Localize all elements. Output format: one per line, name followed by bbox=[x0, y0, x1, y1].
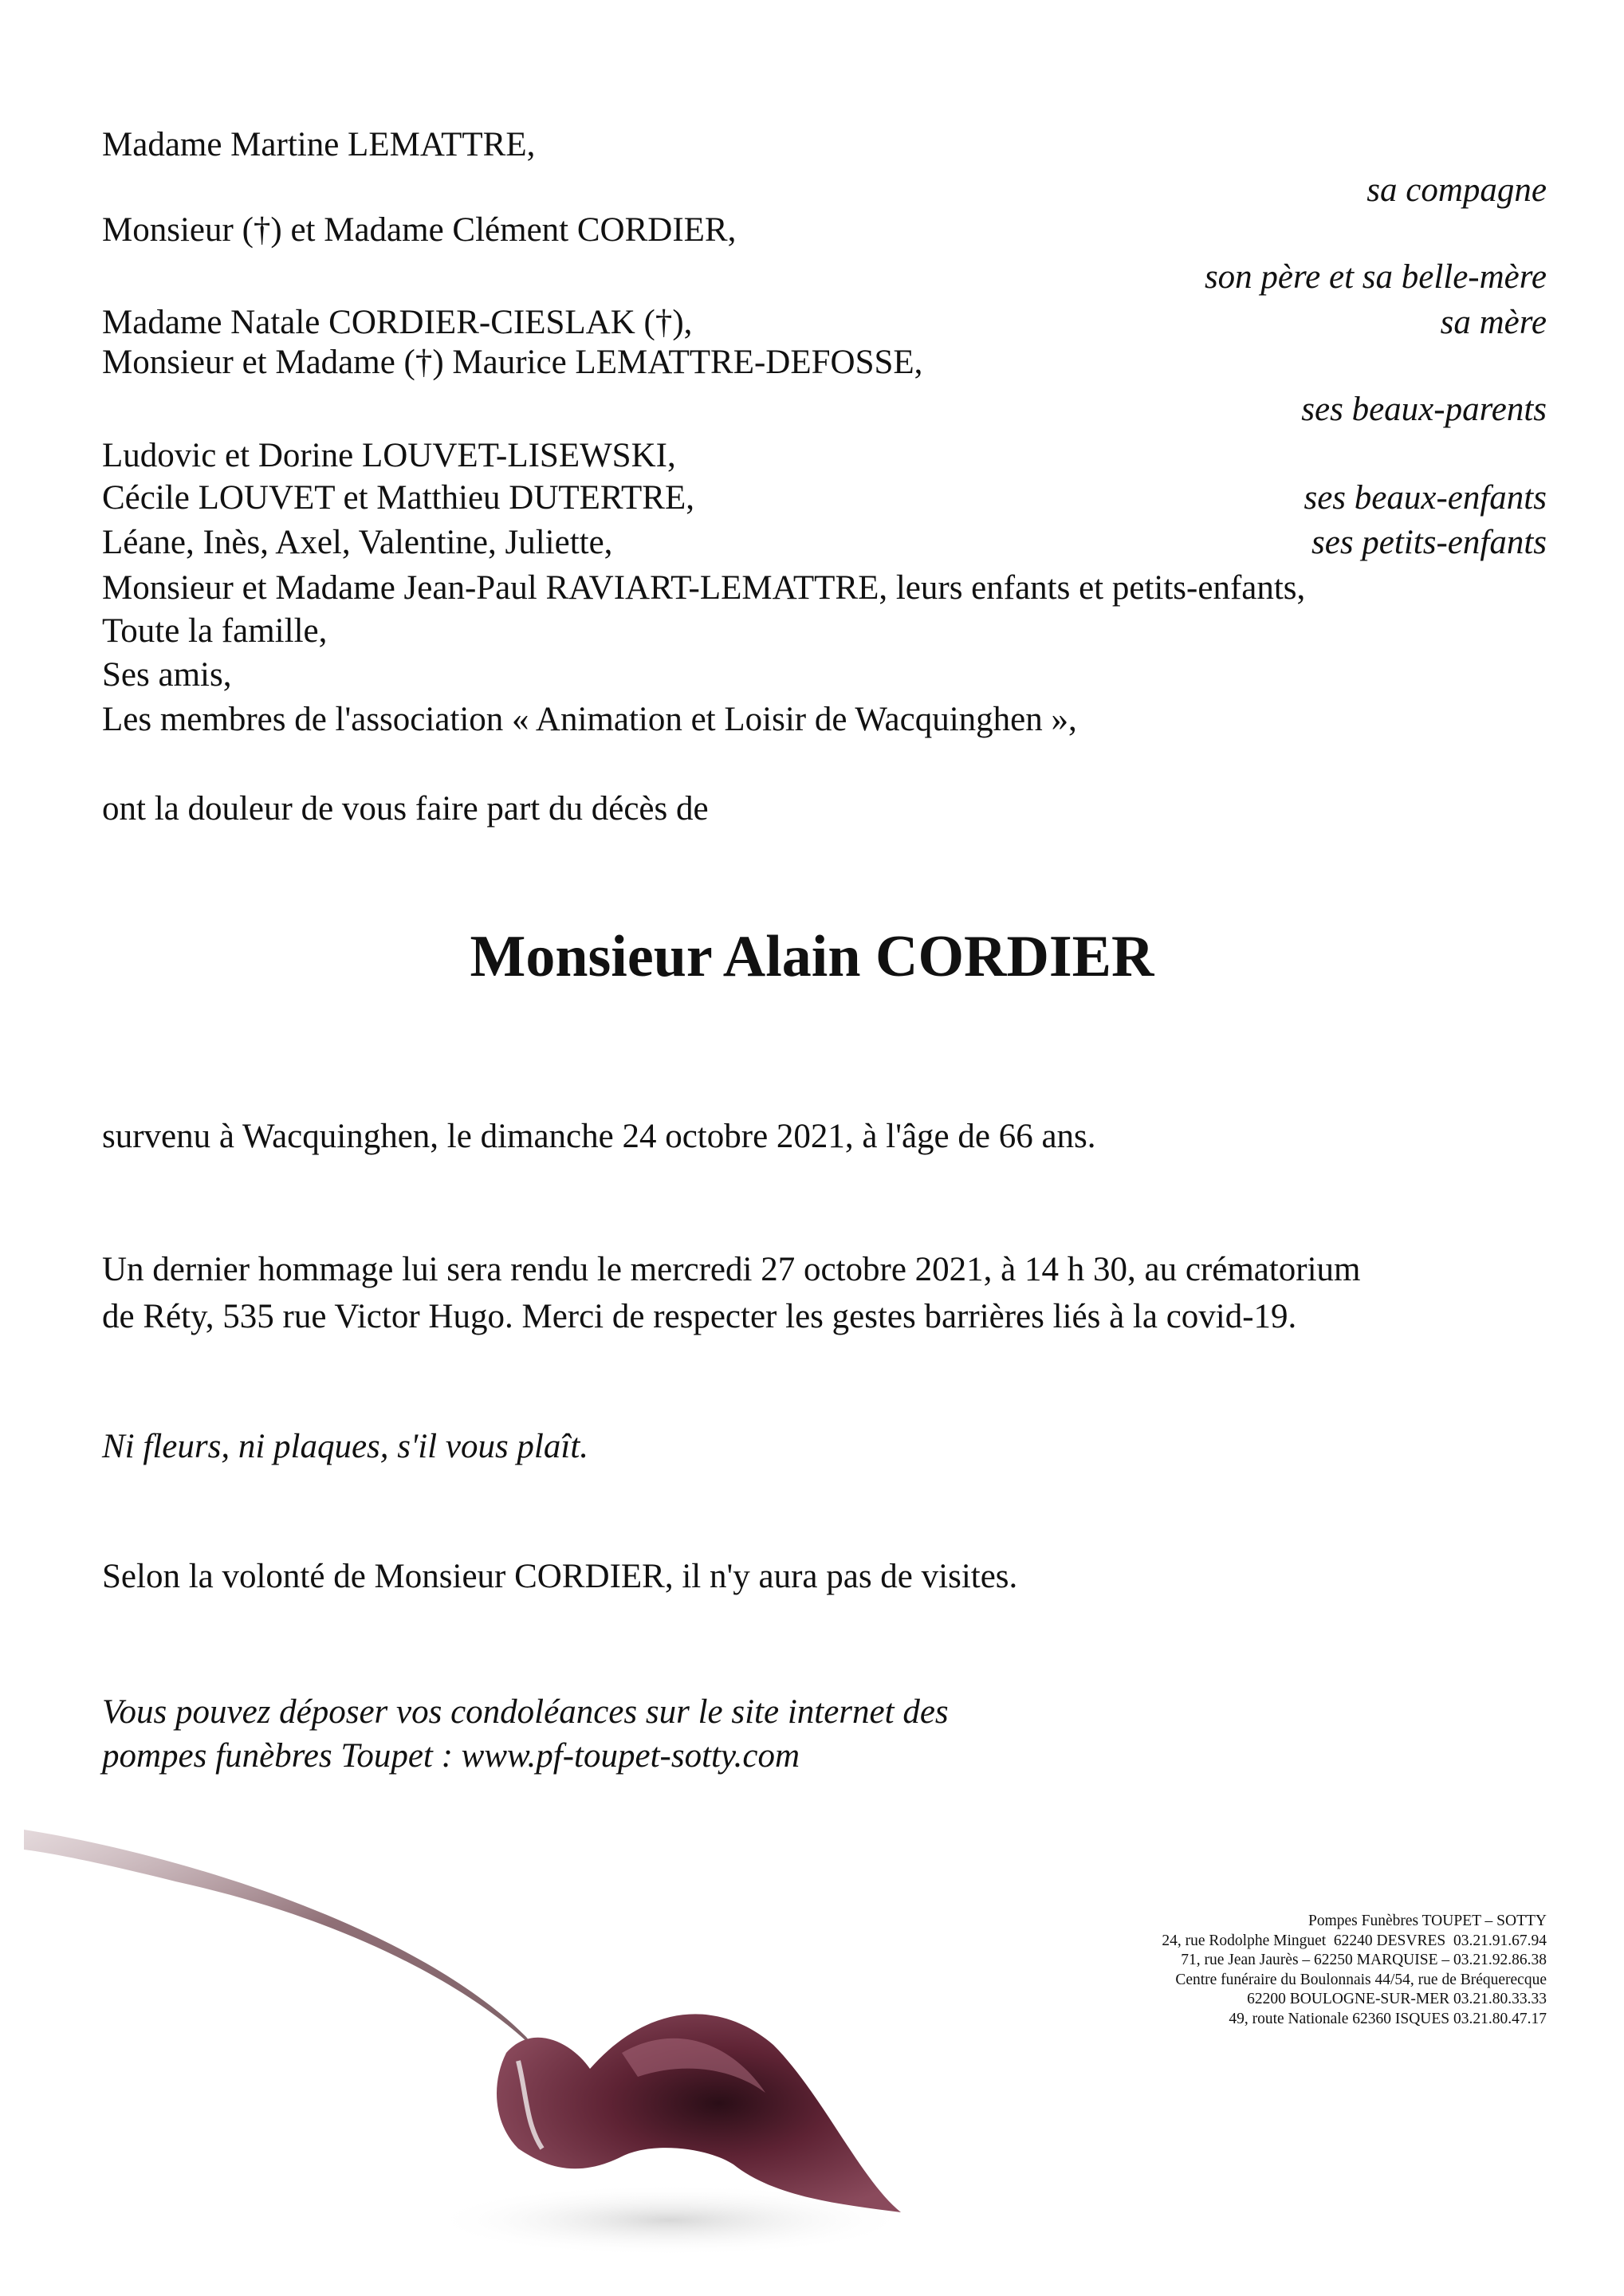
relation-label: ses beaux-enfants bbox=[1304, 479, 1547, 517]
funeral-home-address: 49, route Nationale 62360 ISQUES 03.21.80.47.17 bbox=[1229, 2010, 1547, 2027]
family-line: Monsieur et Madame Jean-Paul RAVIART-LEMATTRE, leurs enfants et petits-enfants, bbox=[102, 569, 1306, 607]
ceremony-line-2: de Réty, 535 rue Victor Hugo. Merci de respecter les gestes barrières liés à la covid-19. bbox=[102, 1298, 1297, 1335]
no-visits-note: Selon la volonté de Monsieur CORDIER, il n'y aura pas de visites. bbox=[102, 1558, 1018, 1595]
funeral-home-address: 71, rue Jean Jaurès – 62250 MARQUISE – 03.21.92.86.38 bbox=[1181, 1952, 1547, 1968]
funeral-home-name: Pompes Funèbres TOUPET – SOTTY bbox=[1307, 1913, 1547, 1929]
no-flowers-note: Ni fleurs, ni plaques, s'il vous plaît. bbox=[102, 1428, 589, 1465]
relation-label: sa mère bbox=[1440, 304, 1547, 341]
family-line: Cécile LOUVET et Matthieu DUTERTRE, bbox=[102, 479, 694, 517]
funeral-home-address: 62200 BOULOGNE-SUR-MER 03.21.80.33.33 bbox=[1247, 1991, 1547, 2007]
family-line: Madame Martine LEMATTRE, bbox=[102, 126, 536, 163]
deceased-name-heading: Monsieur Alain CORDIER bbox=[470, 924, 1154, 989]
family-line: Madame Natale CORDIER-CIESLAK (†), bbox=[102, 304, 693, 341]
family-line: Léane, Inès, Axel, Valentine, Juliette, bbox=[102, 524, 613, 561]
calla-lily-image bbox=[16, 1806, 933, 2268]
flower-stem bbox=[24, 1830, 542, 2057]
announcement-text: ont la douleur de vous faire part du décès de bbox=[102, 790, 709, 828]
relation-label: ses petits-enfants bbox=[1311, 524, 1547, 561]
family-line: Les membres de l'association « Animation et Loisir de Wacquinghen », bbox=[102, 701, 1077, 738]
ceremony-line-1: Un dernier hommage lui sera rendu le mercredi 27 octobre 2021, à 14 h 30, au crématorium bbox=[102, 1251, 1361, 1288]
relation-label: ses beaux-parents bbox=[1301, 391, 1547, 428]
family-line: Monsieur et Madame (†) Maurice LEMATTRE-DEFOSSE, bbox=[102, 344, 923, 381]
funeral-home-address: Centre funéraire du Boulonnais 44/54, rue de Bréquerecque bbox=[1175, 1971, 1547, 1988]
relation-label: sa compagne bbox=[1366, 171, 1547, 209]
condolences-line-2: pompes funèbres Toupet : www.pf-toupet-sotty.com bbox=[102, 1737, 800, 1775]
death-details: survenu à Wacquinghen, le dimanche 24 octobre 2021, à l'âge de 66 ans. bbox=[102, 1118, 1096, 1155]
funeral-home-contact bbox=[1162, 1912, 1547, 2029]
family-line: Ses amis, bbox=[102, 656, 232, 694]
relation-label: son père et sa belle-mère bbox=[1204, 258, 1547, 296]
family-line: Monsieur (†) et Madame Clément CORDIER, bbox=[102, 211, 737, 249]
funeral-home-address: 24, rue Rodolphe Minguet 62240 DESVRES 03.21.91.67.94 bbox=[1162, 1932, 1547, 1949]
family-line: Toute la famille, bbox=[102, 612, 328, 650]
family-line: Ludovic et Dorine LOUVET-LISEWSKI, bbox=[102, 437, 676, 474]
condolences-line-1: Vous pouvez déposer vos condoléances sur le site internet des bbox=[102, 1693, 949, 1731]
